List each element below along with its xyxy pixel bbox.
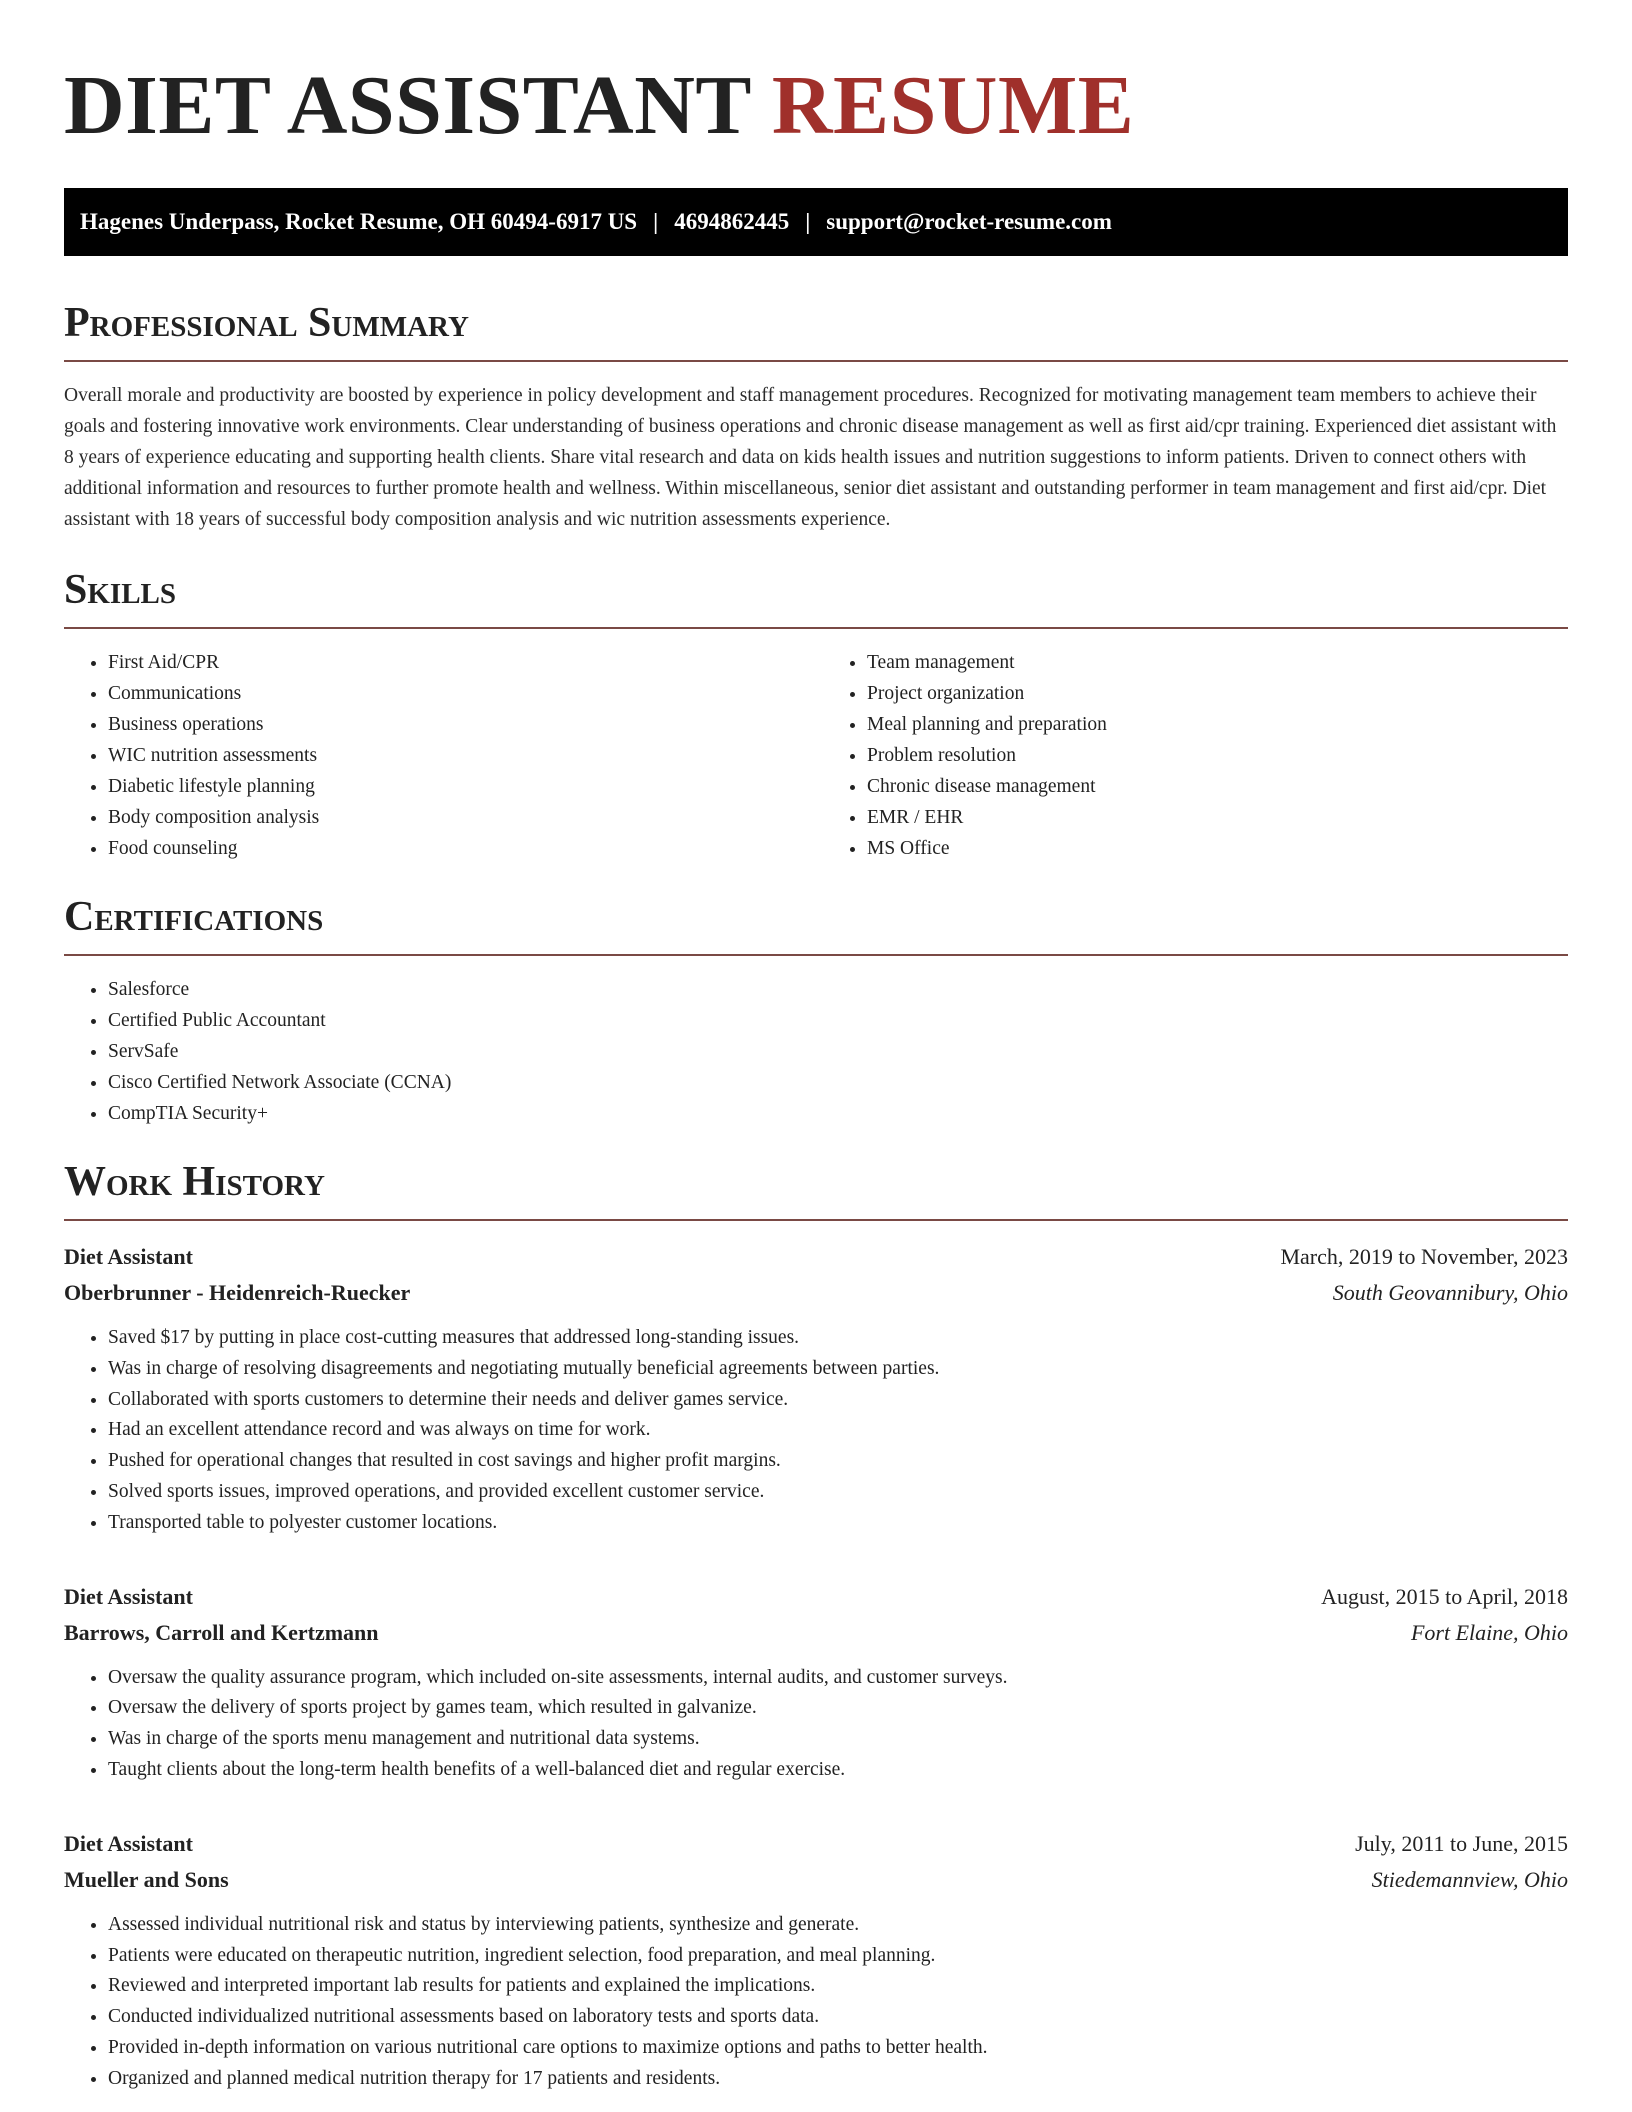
contact-phone: 4694862445 — [674, 209, 790, 234]
job-bullet: • Pushed for operational changes that resulted in cost savings and higher profit margins. — [108, 1446, 1568, 1477]
certifications-heading: Certifications — [64, 894, 324, 940]
skill-item: • Food counseling — [108, 833, 809, 864]
resume-title — [64, 58, 1568, 154]
job-bullet: • Conducted individualized nutritional assessments based on laboratory tests and sports data. — [108, 2002, 1568, 2033]
skill-item: • Chronic disease management — [867, 771, 1568, 802]
job-bullet: • Saved $17 by putting in place cost-cutting measures that addressed long-standing issues. — [108, 1323, 1568, 1354]
job-bullet: • Had an excellent attendance record and was always on time for work. — [108, 1415, 1568, 1446]
job-role: Diet Assistant — [64, 1583, 193, 1609]
job-bullets — [64, 1323, 1568, 1539]
summary-divider — [64, 360, 1568, 362]
summary-heading: Professional Summary — [64, 300, 469, 346]
summary-text: Overall morale and productivity are boosted by experience in policy development and staff management procedures. Recognized for motivating management team members to achieve their goals and fostering innovative work environments. Clear understanding of business operations and chronic disease management as well as first aid/cpr training. Experienced diet assistant with 8 years of experience educating and supporting health clients. Share vital research and data on kids health issues and nutrition suggestions to inform patients. Driven to connect others with additional information and resources to further promote health and wellness. Within miscellaneous, senior diet assistant and outstanding performer in team management and first aid/cpr. Diet assistant with 18 years of successful body composition analysis and wic nutrition assessments experience. — [64, 385, 1557, 530]
contact-email: support@rocket-resume.com — [826, 209, 1112, 234]
skill-item: • Project organization — [867, 678, 1568, 709]
contact-address: Hagenes Underpass, Rocket Resume, OH 60494-6917 US — [80, 209, 638, 234]
certifications-list — [64, 974, 1568, 1129]
certification-item: • Salesforce — [108, 974, 1568, 1005]
job-bullet: • Taught clients about the long-term health benefits of a well-balanced diet and regular exercise. — [108, 1755, 1568, 1786]
job-role: Diet Assistant — [64, 1830, 193, 1856]
job-company: Oberbrunner - Heidenreich-Ruecker — [64, 1280, 411, 1305]
skill-item: • Problem resolution — [867, 740, 1568, 771]
job-bullet: • Transported table to polyester customer locations. — [108, 1508, 1568, 1539]
certifications-divider — [64, 954, 1568, 956]
skill-item: • Meal planning and preparation — [867, 709, 1568, 740]
skill-item: • Diabetic lifestyle planning — [108, 771, 809, 802]
title-accent: RESUME — [771, 59, 1135, 152]
skill-item: • Body composition analysis — [108, 802, 809, 833]
skill-item: • MS Office — [867, 833, 1568, 864]
certification-item: • Cisco Certified Network Associate (CCNA) — [108, 1067, 1568, 1098]
job-location: South Geovannibury, Ohio — [1332, 1280, 1568, 1305]
title-main: DIET ASSISTANT — [64, 59, 751, 152]
job-bullet: • Solved sports issues, improved operations, and provided excellent customer service. — [108, 1477, 1568, 1508]
work-history-divider — [64, 1219, 1568, 1221]
skills-column-right — [809, 647, 1568, 864]
job-bullet: • Assessed individual nutritional risk and status by interviewing patients, synthesize and generate. — [108, 1910, 1568, 1941]
job-bullet: • Organized and planned medical nutrition therapy for 17 patients and residents. — [108, 2064, 1568, 2095]
contact-bar — [64, 188, 1568, 256]
job-bullet: • Reviewed and interpreted important lab results for patients and explained the implications. — [108, 1971, 1568, 2002]
job-dates: August, 2015 to April, 2018 — [1321, 1583, 1568, 1609]
job-dates: March, 2019 to November, 2023 — [1280, 1244, 1568, 1269]
skills-divider — [64, 627, 1568, 629]
skills-list — [64, 647, 1568, 864]
job-location: Stiedemannview, Ohio — [1371, 1866, 1568, 1892]
job-entry — [64, 1579, 1568, 1786]
job-dates: July, 2011 to June, 2015 — [1355, 1830, 1568, 1856]
contact-separator: | — [805, 209, 811, 234]
certification-item: • Certified Public Accountant — [108, 1005, 1568, 1036]
skill-item: • Team management — [867, 647, 1568, 678]
job-bullet: • Oversaw the quality assurance program, which included on-site assessments, internal audits, and customer surveys. — [108, 1663, 1568, 1694]
job-bullet: • Collaborated with sports customers to determine their needs and deliver games service. — [108, 1385, 1568, 1416]
work-history-heading: Work History — [64, 1159, 325, 1205]
certification-item: • ServSafe — [108, 1036, 1568, 1067]
job-bullets — [64, 1910, 1568, 2095]
skill-item: • Communications — [108, 678, 809, 709]
job-bullet: • Provided in-depth information on various nutritional care options to maximize options and paths to better health. — [108, 2033, 1568, 2064]
job-company: Mueller and Sons — [64, 1866, 229, 1892]
certification-item: • CompTIA Security+ — [108, 1098, 1568, 1129]
skill-item: • First Aid/CPR — [108, 647, 809, 678]
job-bullet: • Patients were educated on therapeutic nutrition, ingredient selection, food preparation, and meal planning. — [108, 1941, 1568, 1972]
skills-heading: Skills — [64, 567, 177, 613]
job-bullet: • Was in charge of resolving disagreements and negotiating mutually beneficial agreements between parties. — [108, 1354, 1568, 1385]
skill-item: • Business operations — [108, 709, 809, 740]
skill-item: • EMR / EHR — [867, 802, 1568, 833]
job-entry — [64, 1826, 1568, 2095]
job-bullets — [64, 1663, 1568, 1786]
skill-item: • WIC nutrition assessments — [108, 740, 809, 771]
skills-column-left — [64, 647, 809, 864]
job-company: Barrows, Carroll and Kertzmann — [64, 1619, 379, 1645]
job-entry — [64, 1239, 1568, 1539]
job-location: Fort Elaine, Ohio — [1410, 1619, 1568, 1645]
job-bullet: • Oversaw the delivery of sports project by games team, which resulted in galvanize. — [108, 1693, 1568, 1724]
job-bullet: • Was in charge of the sports menu management and nutritional data systems. — [108, 1724, 1568, 1755]
job-role: Diet Assistant — [64, 1244, 193, 1269]
contact-separator: | — [653, 209, 659, 234]
